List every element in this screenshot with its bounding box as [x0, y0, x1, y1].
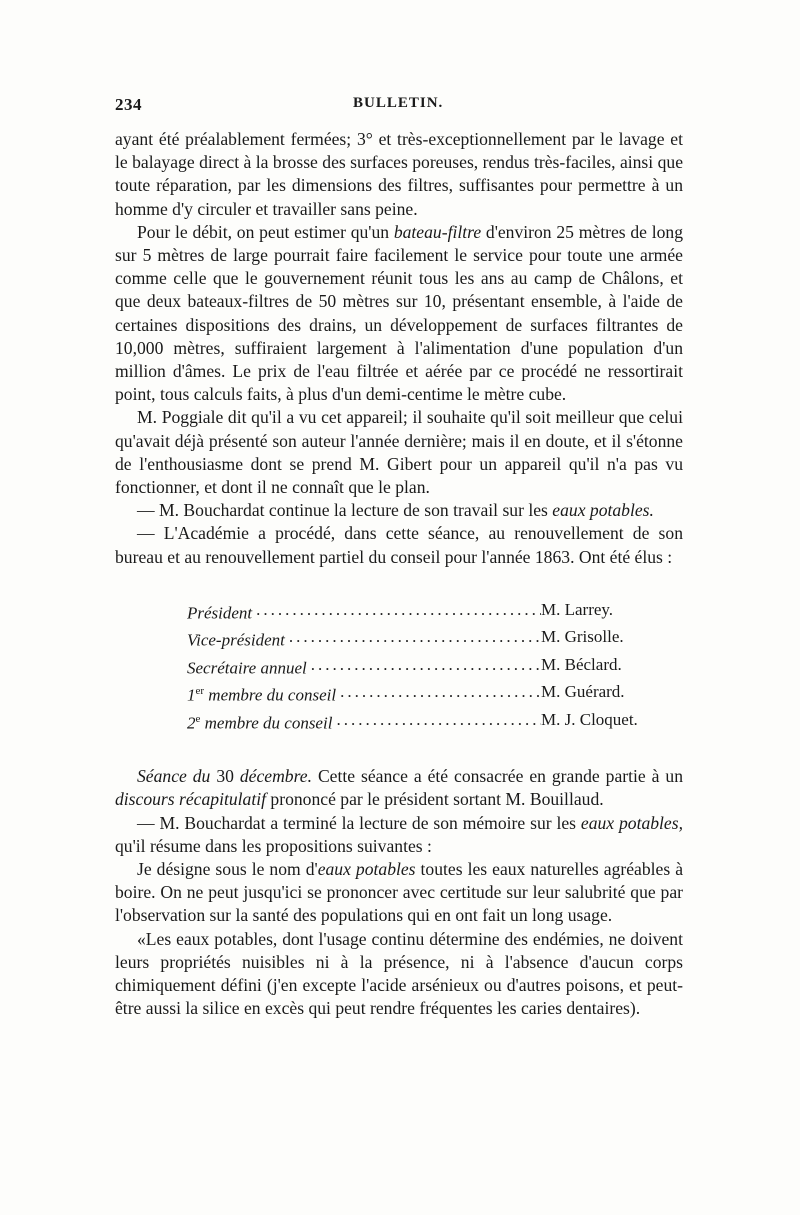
leader-dots [285, 625, 541, 652]
elected-row [187, 625, 657, 652]
italic-term: eaux potables [317, 858, 416, 879]
text-run: — M. Bouchardat continue la lecture de son travail sur les [137, 500, 553, 521]
elected-list [187, 598, 657, 735]
italic-term: eaux potables. [552, 500, 654, 521]
text-run: Pour le débit, on peut estimer qu'un [137, 221, 394, 242]
paragraph-bouchardat-termine [115, 812, 683, 858]
text-run: Je désigne sous le nom d' [137, 858, 318, 879]
paragraph-seance-30-decembre [115, 765, 683, 811]
elected-row [187, 680, 657, 707]
text-run: — M. Bouchardat a terminé la lecture de son mémoire sur les [137, 812, 581, 833]
paragraph-academie: — L'Académie a procédé, dans cette séance, au renouvellement de son bureau et au renouvellement partiel du conseil pour l'année 1863. Ont été élus : [115, 523, 683, 567]
elected-name: M. J. Cloquet. [541, 709, 638, 729]
text-run: Cette séance a été consacrée en grande partie à un [312, 766, 684, 787]
body-text [115, 128, 683, 1020]
elected-name: M. Grisolle. [541, 627, 624, 647]
paragraph-filters: ayant été préalablement fermées; 3° et très-exceptionnellement par le lavage et le balayage direct à la brosse des surfaces poreuses, rendus très-faciles, ainsi que toute réparation, par les dimensions des filtres, suffisantes pour permettre à un homme d'y circuler et travailler sans peine. [115, 129, 683, 219]
paragraph-quotation: «Les eaux potables, dont l'usage continu détermine des endémies, ne doivent leurs propriétés nuisibles ni à la présence, ni à l'absence d'aucun corps chimiquement défini (j'en excepte l'acide arsénieux ou d'autres poisons, et peut-être aussi la silice en excès qui peut rendre fréquentes les caries dentaires). [115, 928, 683, 1019]
page-header [115, 95, 683, 121]
leader-dots [307, 653, 541, 680]
elected-name: M. Guérard. [541, 682, 625, 702]
elected-role: 2e membre du conseil [187, 712, 333, 733]
paragraph-bouchardat-continue [115, 499, 683, 522]
text-run: toutes les eaux naturelles agréables à boire. On ne peut jusqu'ici se prononcer avec certitude sur leur salubrité que par l'observation sur la santé des populations qui en ont fait un long usage. [115, 858, 683, 926]
text-run: prononcé par le président sortant M. Bouillaud. [266, 789, 604, 810]
italic-term: eaux potables, [580, 812, 683, 833]
text-run: qu'il résume dans les propositions suivantes : [115, 835, 432, 856]
elected-role: 1er membre du conseil [187, 685, 337, 705]
italic-term: Séance du [137, 766, 211, 787]
elected-role: Secrétaire annuel [187, 658, 307, 678]
paragraph-debit [115, 221, 683, 407]
leader-dots [252, 598, 541, 625]
elected-name: M. Larrey. [541, 599, 614, 619]
elected-row [187, 598, 657, 625]
italic-term: discours récapitulatif [115, 789, 267, 810]
italic-term: décembre. [239, 766, 312, 787]
text-run: 30 [216, 766, 234, 787]
italic-term: bateau-filtre [393, 221, 482, 242]
paragraph-poggiale: M. Poggiale dit qu'il a vu cet appareil; il souhaite qu'il soit meilleur que celui qu'avait déjà présenté son auteur l'année dernière; mais il en doute, et il s'étonne de l'enthousiasme dont se prend M. Gibert pour un appareil qu'il n'a pas vu fonctionner, et dont il ne connaît que le plan. [115, 407, 683, 498]
running-title: BULLETIN. [353, 95, 444, 111]
leader-dots [336, 680, 541, 707]
elected-role: Vice-président [187, 630, 285, 650]
elected-row [187, 708, 657, 735]
elected-name: M. Béclard. [541, 654, 622, 674]
elected-role: Président [187, 603, 253, 623]
text-run: d'environ 25 mètres de long sur 5 mètres de large pourrait faire facilement le service pour toute une armée comme celle que le gouvernement réunit tous les ans au camp de Châlons, et que deux bateaux-filtres de 50 mètres sur 10, présentant ensemble, à l'aide de certaines dispositions des drains, un développement de surfaces filtrantes de 10,000 mètres, suffiraient largement à l'alimentation d'une population d'un million d'âmes. Le prix de l'eau filtrée et aérée par ce procédé ne ressortirait point, tous calculs faits, à plus d'un demi-centime le mètre cube. [115, 221, 684, 405]
elected-row [187, 653, 657, 680]
page-number: 234 [115, 95, 142, 114]
paragraph-definition [115, 858, 683, 928]
leader-dots [332, 708, 541, 735]
